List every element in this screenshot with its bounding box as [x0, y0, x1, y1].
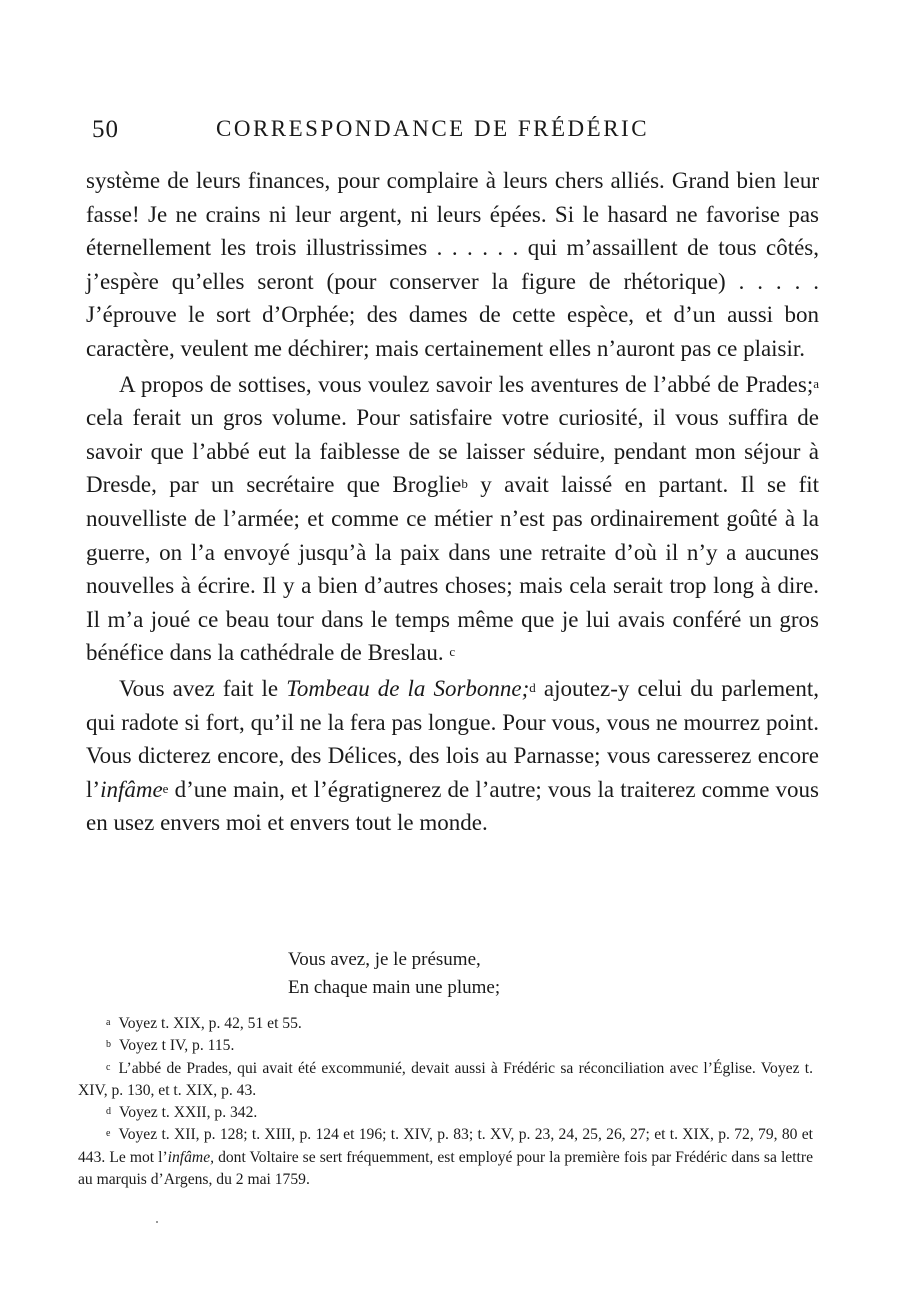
paper-speck: [156, 1221, 158, 1223]
paragraph-3-part-2: ajoutez-y celui du parlement, qui radote si fort, qu’il ne la fera pas longue. Pour vous, vous ne mourrez point. Vous dicterez encore, des Délices, des lois au Parnasse; vous caresserez encore l’: [86, 675, 819, 802]
footnote-b-text: Voyez t IV, p. 115.: [119, 1037, 235, 1055]
work-title: Tombeau de la Sorbonne;: [286, 675, 530, 701]
footnote-d-text: Voyez t. XXII, p. 342.: [119, 1104, 258, 1122]
paragraph-3-part-1: Vous avez fait le: [119, 675, 287, 701]
footnote-b: [78, 1035, 813, 1057]
footnote-e-text-1: Voyez t. XII, p. 128; t. XIII, p. 124 et 196; t. XIV, p. 83; t. XV, p. 23, 24, 25, 26, 27; et t. XIX, p. 72, 79, 80 et 443. Le mot l’: [78, 1126, 813, 1166]
running-head: CORRESPONDANCE DE FRÉDÉRIC: [216, 116, 650, 141]
footnotes: [78, 1013, 813, 1191]
footnote-e-text-2: dont Voltaire se sert fréquemment, est employé pour la première fois par Frédéric dans sa lettre au marquis d’Argens, du 2 mai 1759.: [78, 1148, 813, 1189]
page-header: [86, 116, 821, 152]
footnote-c: [78, 1058, 813, 1103]
verse-line-2: En chaque main une plume;: [288, 977, 501, 998]
footnote-c-text: L’abbé de Prades, qui avait été excommunié, devait aussi à Frédéric sa réconciliation avec l’Église. Voyez t. XIV, p. 130, et t. XIX, p. 43.: [78, 1059, 813, 1099]
verse-line-1: Vous avez, je le présume,: [288, 949, 481, 970]
footnote-c-marker: c: [106, 1061, 111, 1073]
footnote-e: [78, 1124, 813, 1191]
footnote-marker-c: c: [449, 644, 456, 660]
footnote-marker-d: d: [529, 679, 536, 695]
letter-body: [86, 164, 819, 840]
paragraph-2: [86, 368, 819, 670]
paragraph-1: système de leurs finances, pour complaire à leurs chers alliés. Grand bien leur fasse! Je ne crains ni leur argent, ni leurs épées. Si le hasard ne favorise pas éternellement les trois illustrissimes . . . . . . qui m’assaillent de tous côtés, j’espère qu’elles seront (pour conserver la figure de rhétorique) . . . . . J’éprouve le sort d’Orphée; des dames de cette espèce, et d’un aussi bon caractère, veulent me déchirer; mais certainement elles n’auront pas ce plaisir.: [86, 168, 819, 361]
italic-infame: infâme: [100, 776, 163, 802]
footnote-e-marker: e: [106, 1128, 111, 1140]
paragraph-2-part-1: A propos de sottises, vous voulez savoir les aventures de l’abbé de Prades;: [119, 371, 814, 397]
footnote-b-marker: b: [106, 1039, 111, 1051]
paragraph-3-part-3: d’une main, et l’égratignerez de l’autre; vous la traiterez comme vous en usez envers moi et envers tout le monde.: [86, 776, 819, 836]
footnote-a-text: Voyez t. XIX, p. 42, 51 et 55.: [118, 1015, 302, 1032]
paragraph-2-part-2: cela ferait un gros volume. Pour satisfaire votre curiosité, il vous suffira de savoir que l’abbé eut la faiblesse de se laisser séduire, pendant mon séjour à Dresde, par un secrétaire que Broglie: [86, 405, 819, 498]
footnote-a-marker: a: [106, 1017, 111, 1028]
footnote-d: [78, 1102, 813, 1124]
footnote-marker-e: e: [162, 780, 169, 796]
footnote-marker-a: a: [813, 375, 819, 391]
footnote-e-italic: infâme,: [167, 1148, 215, 1166]
footnote-a: [78, 1013, 813, 1035]
footnote-d-marker: d: [106, 1106, 111, 1118]
footnote-marker-b: b: [461, 476, 468, 492]
paragraph-2-part-3: y avait laissé en partant. Il se fit nouvelliste de l’armée; et comme ce métier n’est pas ordinairement goûté à la guerre, on l’a envoyé jusqu’à la paix dans une retraite d’où il n’y a aucunes nouvelles à écrire. Il y a bien d’autres choses; mais cela serait trop long à dire. Il m’a joué ce beau tour dans le temps même que je lui avais conféré un gros bénéfice dans la cathédrale de Breslau.: [86, 472, 820, 666]
page-number: 50: [92, 116, 119, 143]
verse-block: [288, 946, 500, 1002]
paragraph-3: [86, 672, 819, 840]
